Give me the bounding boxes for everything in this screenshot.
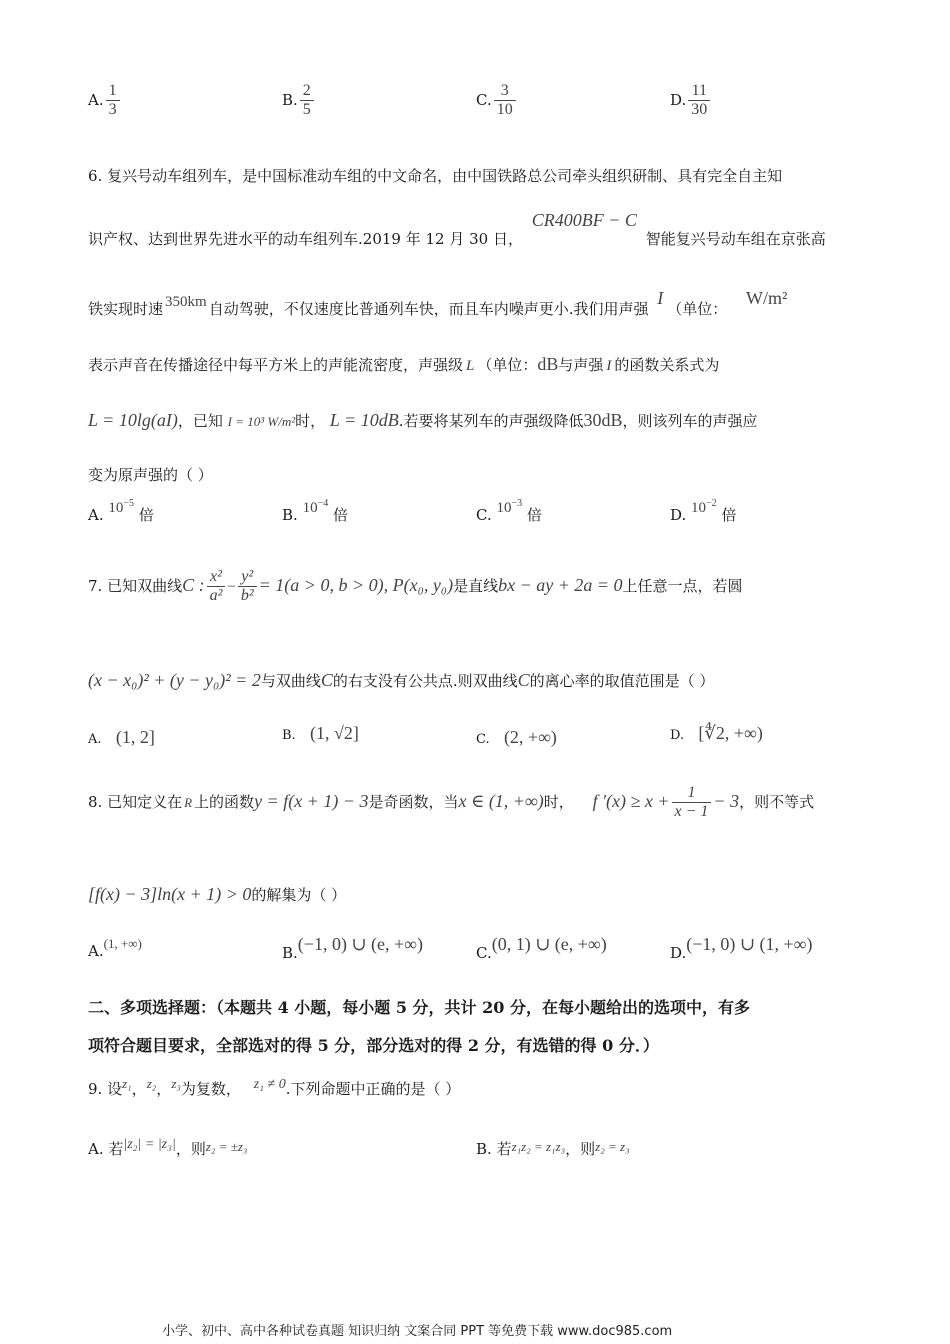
unit: 倍: [526, 506, 542, 524]
text: 的离心率的取值范围是（ ）: [529, 672, 715, 690]
text: ，: [156, 1080, 172, 1098]
fraction: [207, 568, 226, 606]
q6-option-c: [476, 498, 542, 525]
power: [497, 500, 523, 516]
q7-option-c: [476, 727, 557, 749]
q7-option-d: [670, 723, 763, 745]
numerator: 11: [688, 82, 710, 101]
base: 10: [108, 500, 124, 516]
text: 是直线: [453, 576, 499, 595]
fraction: [106, 82, 120, 120]
inequality: f ′(x) ≥ x +: [592, 790, 670, 811]
text: ，则: [565, 1140, 596, 1158]
exponent: −2: [706, 498, 717, 509]
base: 10: [496, 500, 512, 516]
option-label: D.: [670, 90, 687, 109]
base: 10: [691, 500, 707, 516]
option-label: A.: [88, 732, 102, 747]
option-label: B.: [282, 90, 298, 109]
option-label: C.: [476, 944, 492, 962]
variable: z₁: [122, 1076, 132, 1091]
condition: |z₂| = |z₃|: [123, 1137, 176, 1152]
fraction: [238, 568, 257, 606]
curve-symbol: C: [320, 670, 333, 690]
line-equation: bx − ay + 2a = 0: [498, 574, 623, 595]
q5-option-d: [670, 82, 712, 120]
option-value: (−1, 0) ∪ (1, +∞): [686, 934, 813, 954]
section-heading-line1: 二、多项选择题：（本题共 4 小题，每小题 5 分，共计 20 分，在每小题给出的选项中，有多: [88, 998, 750, 1017]
footer-text: 小学、初中、高中各种试卷真题 知识归纳 文案合同 PPT 等免费下载 www.doc985.com: [162, 1324, 673, 1339]
text: 8. 已知定义在: [88, 792, 183, 811]
real-set: R: [184, 794, 193, 810]
result: z₂ = ±z₃: [205, 1139, 248, 1154]
text: 铁实现时速: [88, 300, 164, 318]
text: 识产权、达到世界先进水平的动车组列车.2019 年 12 月 30 日，: [88, 230, 523, 248]
power: [691, 500, 717, 516]
curve-symbol: C: [517, 670, 530, 690]
q7-line2: [88, 670, 714, 692]
formula: L = 10lg(aI): [88, 410, 178, 430]
option-label: D.: [670, 728, 685, 743]
q8-line1: [88, 784, 814, 822]
option-label: B.: [282, 728, 296, 743]
option-label: C.: [476, 732, 490, 747]
text: ，则不等式: [739, 792, 815, 811]
inequality: [f(x) − 3]ln(x + 1) > 0: [88, 884, 252, 904]
denominator: 10: [496, 101, 513, 119]
q6-option-b: [282, 498, 349, 525]
q7-option-a: [88, 727, 155, 749]
power: [108, 500, 134, 516]
q6-option-a: [88, 498, 154, 525]
text: 的函数关系式为: [614, 356, 720, 374]
text: 自动驾驶，不仅速度比普通列车快，而且车内噪声更小.我们用声强: [208, 300, 649, 318]
fraction: [672, 784, 712, 822]
text: ，则: [175, 1140, 206, 1158]
option-label: D.: [670, 944, 687, 962]
text: 时，: [295, 412, 326, 430]
curve-condition: = 1(a > 0, b > 0), P(x₀, y₀): [258, 574, 454, 595]
option-label: A.: [88, 90, 104, 109]
section-heading-line2: 项符合题目要求，全部选对的得 5 分，部分选对的得 2 分，有选错的得 0 分．）: [88, 1036, 659, 1055]
text: 为复数，: [180, 1080, 241, 1098]
text: ，已知: [177, 412, 223, 430]
option-value: (1, 2]: [115, 727, 155, 747]
denominator: 30: [691, 101, 708, 119]
text: 时，: [543, 792, 574, 811]
text: 上的函数: [194, 792, 255, 811]
unit: dB: [537, 354, 559, 374]
option-value: (0, 1) ∪ (e, +∞): [491, 934, 607, 954]
denominator: 5: [302, 101, 311, 119]
q9-option-b: [476, 1140, 630, 1158]
fraction: [688, 82, 710, 120]
exponent: −5: [123, 498, 135, 509]
option-label: C.: [476, 90, 492, 109]
text: 7. 已知双曲线: [88, 576, 183, 595]
text: 的解集为（ ）: [251, 886, 347, 904]
q6-line1: 6. 复兴号动车组列车，是中国标准动车组的中文命名，由中国铁路总公司牵头组织研制、具有完全自主知: [88, 167, 783, 185]
numerator: x²: [207, 568, 226, 587]
domain: x ∈ (1, +∞): [458, 790, 544, 811]
denominator: x − 1: [674, 803, 709, 821]
q5-option-b: [282, 82, 316, 120]
train-model: CR400BF − C: [531, 210, 637, 230]
q6-line2: [88, 210, 826, 250]
unit: 倍: [138, 506, 154, 524]
option-label: B.: [282, 944, 298, 962]
denominator: 3: [108, 101, 117, 119]
text: 上任意一点，若圆: [622, 576, 743, 595]
q5-option-c: [476, 82, 518, 120]
q8-option-b: [282, 934, 423, 964]
condition: z₁ ≠ 0: [253, 1077, 286, 1092]
text: 是奇函数，当: [368, 792, 459, 811]
q6-line6: 变为原声强的（ ）: [88, 466, 213, 484]
drop-value: 30dB: [583, 410, 623, 430]
option-label: C.: [476, 506, 492, 524]
unit: W/m²: [746, 288, 788, 308]
option-label: D.: [670, 506, 687, 524]
base: 10: [302, 500, 318, 516]
variable: z₃: [171, 1076, 181, 1091]
text: （单位：: [477, 356, 538, 374]
option-label: B. 若: [476, 1140, 512, 1158]
text: 与双曲线: [260, 672, 321, 690]
option-value: (2, +∞): [503, 727, 557, 747]
option-label: A.: [88, 942, 104, 960]
intensity-symbol: I: [657, 288, 664, 308]
option-label: A.: [88, 506, 104, 524]
condition: I = 10³ W/m²: [227, 414, 296, 429]
option-value: (−1, 0) ∪ (e, +∞): [297, 934, 423, 954]
condition: L = 10dB: [329, 410, 399, 430]
q7-line1: 7. 已知双曲线C : $\frac{\text{x²}}{\text{a²}}$ − $\frac{\text{y²}}{\text{b²}}$ = 1(a > 0, b > 0), P(x₀, y₀)是直线bx − ay + 2a = 0上任意一点，若圆: [88, 568, 743, 605]
unit: 倍: [721, 506, 737, 524]
q6-option-d: [670, 498, 737, 525]
intensity-symbol: I: [606, 358, 612, 374]
level-symbol: L: [466, 358, 475, 374]
text: .若要将某列车的声强级降低: [398, 412, 584, 430]
option-value: (1, +∞): [103, 936, 142, 951]
circle-equation: (x − x₀)² + (y − y₀)² = 2: [88, 670, 261, 690]
fraction: [300, 82, 314, 120]
power: [303, 500, 329, 516]
text: 智能复兴号动车组在京张高: [645, 230, 826, 248]
option-label: B.: [282, 506, 298, 524]
exponent: −3: [511, 498, 523, 509]
text: 与声强: [558, 356, 604, 374]
numerator: 1: [672, 784, 712, 803]
q6-line4: [88, 354, 719, 376]
speed-value: 350km: [165, 294, 207, 310]
unit: 倍: [333, 506, 349, 524]
q8-option-d: [670, 934, 813, 964]
option-value: (1, √2]: [310, 723, 359, 743]
result: z₂ = z₃: [595, 1139, 630, 1154]
text: .下列命题中正确的是（ ）: [285, 1080, 461, 1098]
q6-line5: [88, 410, 758, 432]
condition: z₁z₂ = z₁z₃: [511, 1139, 566, 1154]
text: 表示声音在传播途径中每平方米上的声能流密度，声强级: [88, 356, 464, 374]
denominator: b²: [240, 587, 254, 605]
fraction: [494, 82, 516, 120]
q9-line1: [88, 1076, 461, 1100]
text: ，则该列车的声强应: [622, 412, 758, 430]
q8-option-c: [476, 934, 607, 964]
text: 9. 设: [88, 1080, 123, 1098]
numerator: y²: [238, 568, 257, 587]
q7-option-b: [282, 723, 359, 745]
variable: z₂: [146, 1076, 157, 1091]
numerator: 1: [106, 82, 120, 101]
text: 的右支没有公共点.则双曲线: [332, 672, 518, 690]
numerator: 3: [494, 82, 516, 101]
q8-line2: [88, 884, 346, 906]
numerator: 2: [300, 82, 314, 101]
text: ，: [131, 1080, 147, 1098]
q9-option-a: [88, 1137, 248, 1160]
q5-option-a: [88, 82, 122, 120]
option-label: A. 若: [88, 1140, 124, 1158]
curve-name: C :: [182, 574, 205, 595]
exponent: −4: [317, 498, 329, 509]
option-value: [∜2, +∞): [698, 723, 763, 743]
q6-line3: [88, 288, 788, 320]
denominator: a²: [209, 587, 223, 605]
text: （单位：: [667, 300, 728, 318]
inequality: − 3: [713, 790, 740, 811]
q8-option-a: [88, 936, 142, 960]
function: y = f(x + 1) − 3: [254, 790, 369, 811]
